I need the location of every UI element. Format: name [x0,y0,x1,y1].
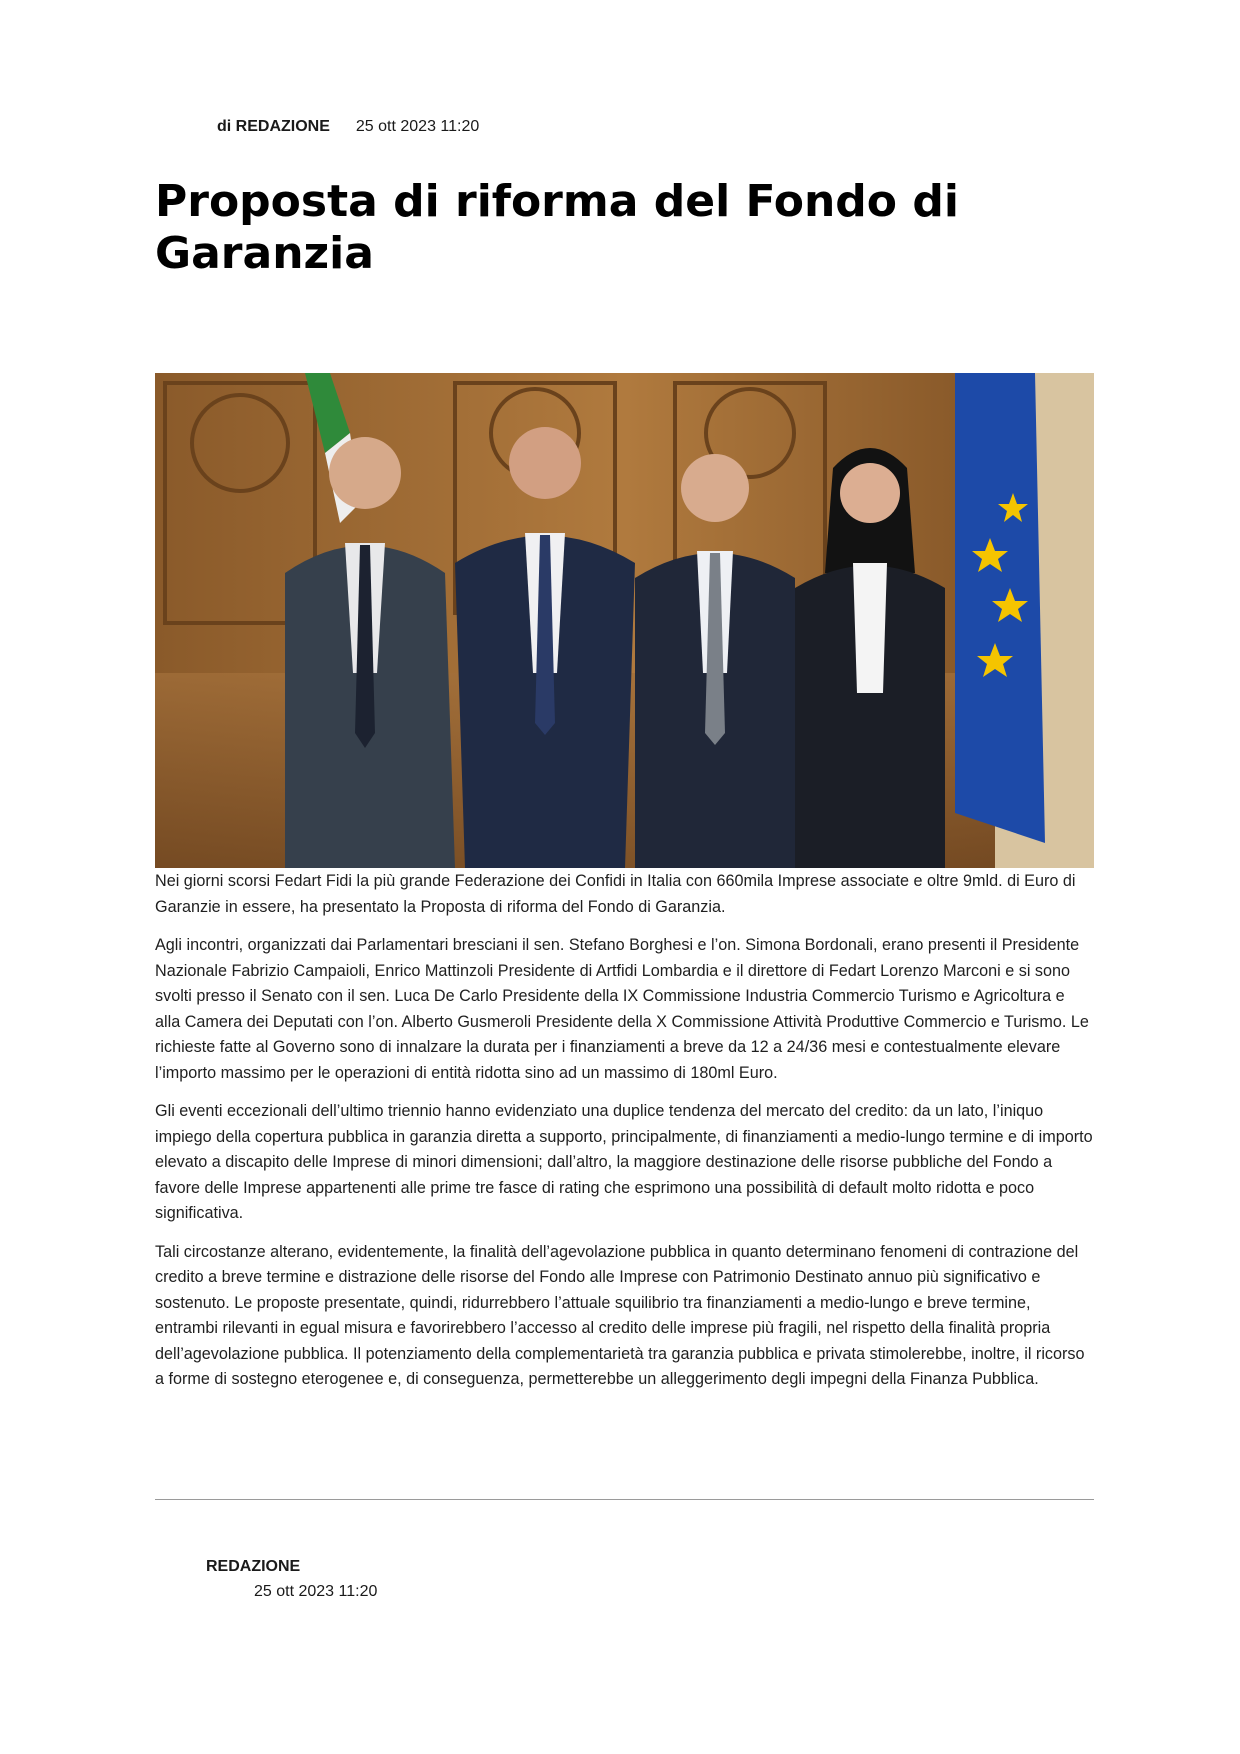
article-title: Proposta di riforma del Fondo di Garanzia [155,176,959,279]
paragraph-3: Gli eventi eccezionali dell’ultimo triennio hanno evidenziato una duplice tendenza del mercato del credito: da un lato, l’iniquo impiego della copertura pubblica in garanzia diretta a supporto, principalmente, di finanziamenti a medio-lungo termine e di importo elevato a discapito delle Imprese di minori dimensioni; dall’altro, la maggiore destinazione delle risorse pubbliche del Fondo a favore delle Imprese appartenenti alle prime tre fasce di rating che esprimono una possibilità di default molto ridotta e poco significativa. [155,1102,1093,1222]
byline-author[interactable] [217,118,330,136]
byline-date: 25 ott 2023 11:20 [355,118,480,135]
byline-author-name: REDAZIONE [235,118,330,135]
paragraph-2: Agli incontri, organizzati dai Parlamentari bresciani il sen. Stefano Borghesi e l’on. Simona Bordonali, erano presenti il Presidente Nazionale Fabrizio Campaioli, Enrico Mattinzoli Presidente di Artfidi Lombardia e il direttore di Fedart Lorenzo Marconi e si sono svolti presso il Senato con il sen. Luca De Carlo Presidente della IX Commissione Industria Commercio Turismo e Agricoltura e alla Camera dei Deputati con l’on. Alberto Gusmeroli Presidente della X Commissione Attività Produttive Commercio e Turismo. Le richieste fatte al Governo sono di innalzare la durata per i finanziamenti a breve da 12 a 24/36 mesi e contestualmente elevare l’importo massimo per le operazioni di entità ridotta sino ad un massimo di 180ml Euro. [155,936,1089,1082]
article-photo [155,373,1094,868]
footer-author[interactable]: REDAZIONE [206,1558,301,1575]
paragraph-4: Tali circostanze alterano, evidentemente, la finalità dell’agevolazione pubblica in quanto determinano fenomeni di contrazione del credito a breve termine e distrazione delle risorse del Fondo alle Imprese con Patrimonio Destinato annuo più significativo e sostenuto. Le proposte presentate, quindi, ridurrebbero l’attuale squilibrio tra finanziamenti a medio-lungo e breve termine, entrambi rilevanti in egual misura e favorirebbero l’accesso al credito delle imprese più fragili, nel rispetto della finalità propria dell’agevolazione pubblica. Il potenziamento della complementarietà tra garanzia pubblica e privata stimolerebbe, inoltre, il ricorso a forme di sostegno eterogenee e, di conseguenza, permetterebbe un alleggerimento degli impegni della Finanza Pubblica. [155,1242,1085,1388]
byline [217,118,479,136]
divider [155,1499,1094,1500]
article-body [155,869,1094,1406]
paragraph-1: Nei giorni scorsi Fedart Fidi la più grande Federazione dei Confidi in Italia con 660mila Imprese associate e oltre 9mld. di Euro di Garanzie in essere, ha presentato la Proposta di riforma del Fondo di Garanzia. [155,872,1076,916]
footer-date: 25 ott 2023 11:20 [254,1583,378,1600]
byline-prefix: di [217,118,232,135]
